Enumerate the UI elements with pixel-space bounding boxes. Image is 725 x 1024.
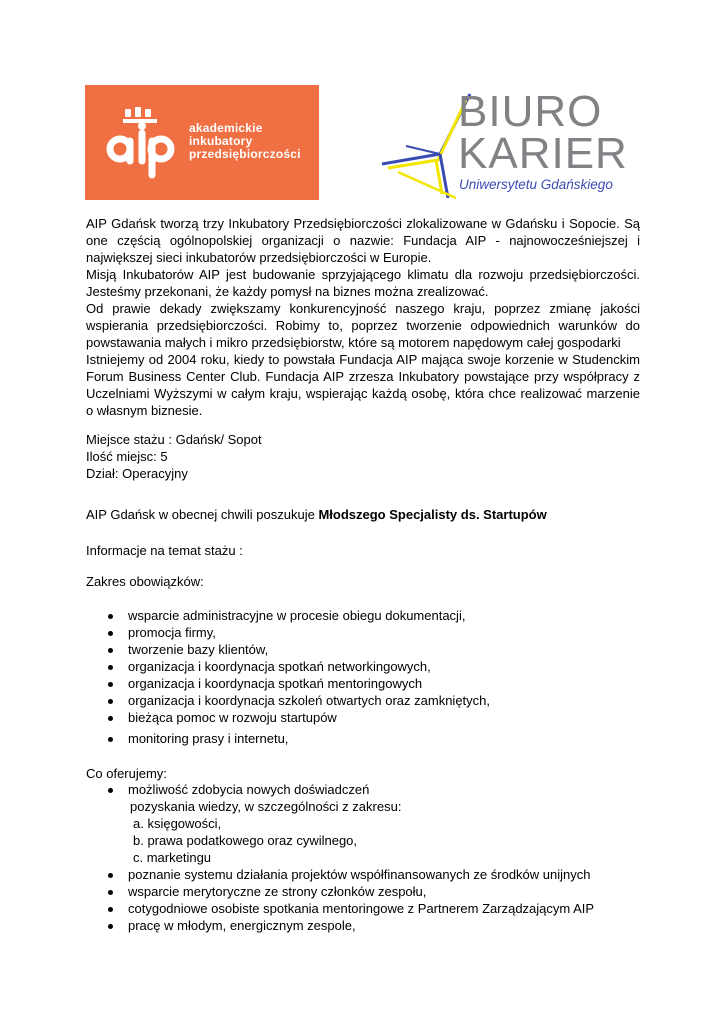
intro-paragraph-2: Misją Inkubatorów AIP jest budowanie sprzyjającego klimatu dla rozwoju przedsiębiorczości. Jesteśmy przekonani, że każdy pomysł na biznes można zrealizować. — [86, 267, 640, 299]
intro-paragraph-4: Istniejemy od 2004 roku, kiedy to powstała Fundacja AIP mająca swoje korzenie w Studenckim Forum Business Center Club. Fundacja AIP zrzesza Inkubatory powstające przy współpracy z Uczelniami Wyższymi w całym kraju, wspierając każdą osobę, która chce realizować marzenie o własnym biznesie. — [86, 352, 640, 418]
intro-paragraph-1: AIP Gdańsk tworzą trzy Inkubatory Przedsiębiorczości zlokalizowane w Gdańsku i Sopocie. Są one częścią ogólnopolskiej organizacji o nazwie: Fundacja AIP - najnowocześniejszej i największej sieci inkubatorów przedsiębiorczości w Europie. — [86, 216, 640, 265]
aip-logo-line-2: inkubatory — [189, 134, 253, 148]
bullet-icon — [108, 873, 113, 878]
bullet-icon — [108, 716, 113, 721]
bullet-icon — [108, 890, 113, 895]
biuro-word: BIURO — [458, 87, 603, 136]
internship-details — [86, 431, 640, 482]
bullet-icon — [108, 924, 113, 929]
list-item: bieżąca pomoc w rozwoju startupów — [86, 709, 646, 726]
bullet-icon — [108, 682, 113, 687]
search-statement — [86, 506, 640, 523]
offer-list — [86, 781, 646, 934]
aip-mark-icon — [105, 107, 179, 179]
karier-word: KARIER — [458, 129, 628, 178]
aip-logo-line-3: przedsiębiorczości — [189, 147, 301, 161]
list-item: organizacja i koordynacja szkoleń otwartych oraz zamkniętych, — [86, 692, 646, 709]
duties-heading — [86, 573, 640, 590]
bullet-icon — [108, 631, 113, 636]
info-heading-text: Informacje na temat stażu : — [86, 543, 243, 558]
list-item-continuation: pozyskania wiedzy, w szczególności z zakresu: — [130, 799, 402, 814]
search-prefix: AIP Gdańsk w obecnej chwili poszukuje — [86, 507, 319, 522]
bullet-icon — [108, 699, 113, 704]
bullet-icon — [108, 907, 113, 912]
offer-heading-text: Co oferujemy: — [86, 766, 167, 781]
biuro-karier-logo — [378, 86, 628, 206]
list-item: wsparcie administracyjne w procesie obiegu dokumentacji, — [86, 607, 646, 624]
list-item: cotygodniowe osobiste spotkania mentoringowe z Partnerem Zarządzającym AIP — [86, 900, 646, 917]
biuro-subtitle: Uniwersytetu Gdańskiego — [459, 177, 613, 192]
list-item: wsparcie merytoryczne ze strony członków zespołu, — [86, 883, 646, 900]
info-heading — [86, 542, 640, 559]
offer-heading — [86, 765, 640, 782]
duties-list — [86, 607, 646, 747]
list-item: możliwość zdobycia nowych doświadczeń — [86, 781, 646, 798]
bullet-icon — [108, 648, 113, 653]
position-title: Młodszego Specjalisty ds. Startupów — [318, 507, 547, 522]
sub-list-item: b. prawa podatkowego oraz cywilnego, — [133, 833, 358, 848]
bullet-icon — [108, 665, 113, 670]
sub-list-item: a. księgowości, — [133, 816, 222, 831]
list-item: pracę w młodym, energicznym zespole, — [86, 917, 646, 934]
aip-logo — [85, 85, 319, 200]
bullet-icon — [108, 737, 113, 742]
list-item: poznanie systemu działania projektów współfinansowanych ze środków unijnych — [86, 866, 646, 883]
bullet-icon — [108, 614, 113, 619]
place-line: Miejsce stażu : Gdańsk/ Sopot — [86, 432, 262, 447]
duties-heading-text: Zakres obowiązków: — [86, 574, 204, 589]
list-item: organizacja i koordynacja spotkań mentoringowych — [86, 675, 646, 692]
count-line: Ilość miejsc: 5 — [86, 449, 168, 464]
list-item: monitoring prasy i internetu, — [86, 730, 646, 747]
intro-paragraph-3: Od prawie dekady zwiększamy konkurencyjność naszego kraju, poprzez zmianę jakości wspierania przedsiębiorczości. Robimy to, poprzez tworzenie odpowiednich warunków do powstawania małych i mikro przedsiębiorstw, które są motorem napędowym całej gospodarki — [86, 301, 640, 350]
list-item: organizacja i koordynacja spotkań networkingowych, — [86, 658, 646, 675]
list-item: tworzenie bazy klientów, — [86, 641, 646, 658]
department-line: Dział: Operacyjny — [86, 466, 188, 481]
aip-logo-line-1: akademickie — [189, 121, 263, 135]
intro-section — [86, 215, 640, 419]
sub-list-item: c. marketingu — [133, 850, 212, 865]
list-item: promocja firmy, — [86, 624, 646, 641]
bullet-icon — [108, 788, 113, 793]
